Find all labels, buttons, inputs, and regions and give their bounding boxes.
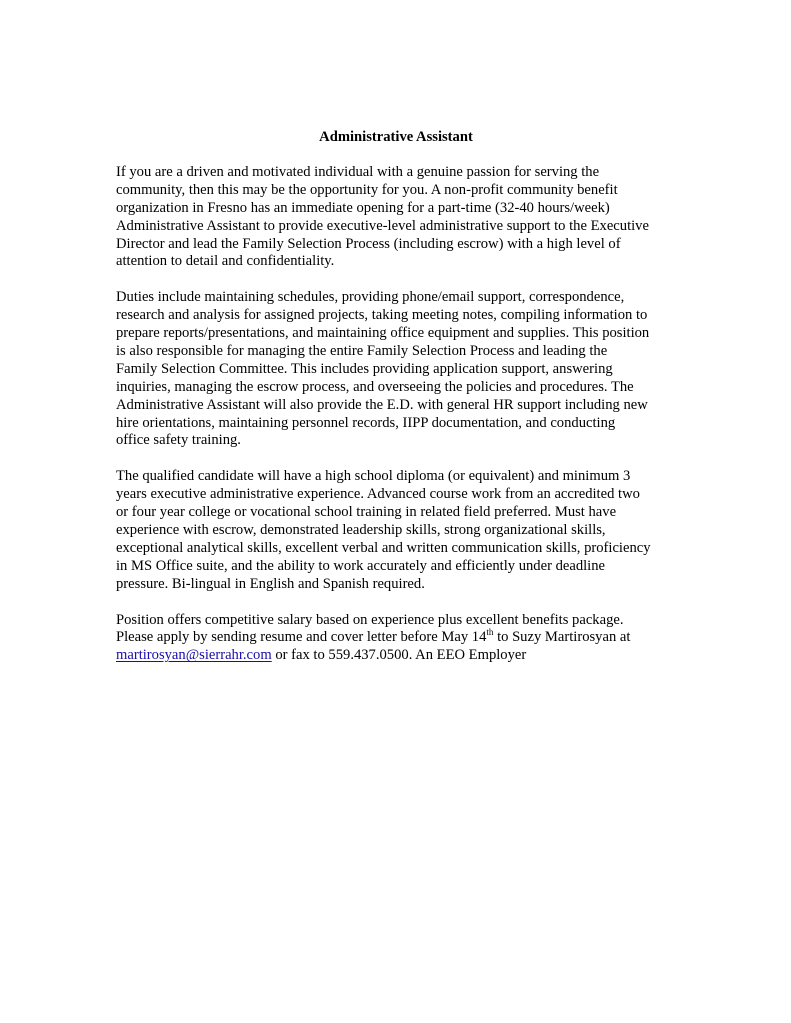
paragraph-line: inquiries, managing the escrow process, and overseeing the policies and procedures. The: [116, 378, 634, 395]
paragraph-line: If you are a driven and motivated individual with a genuine passion for serving the: [116, 163, 600, 180]
paragraph-line: exceptional analytical skills, excellent verbal and written communication skills, proficiency: [116, 539, 651, 556]
paragraph-intro: [116, 164, 676, 271]
paragraph-line: years executive administrative experience. Advanced course work from an accredited two: [116, 486, 640, 503]
paragraph-line: organization in Fresno has an immediate opening for a part-time (32-40 hours/week): [116, 199, 610, 216]
paragraph-line: experience with escrow, demonstrated leadership skills, strong organizational skills,: [116, 522, 606, 538]
paragraph-line: in MS Office suite, and the ability to work accurately and efficiently under deadline: [116, 557, 606, 574]
apply-text-before: Please apply by sending resume and cover letter before May 14: [116, 629, 487, 646]
contact-text-after: or fax to 559.437.0500. An EEO Employer: [271, 647, 527, 664]
paragraph-line: research and analysis for assigned projects, taking meeting notes, compiling information to: [116, 307, 648, 324]
paragraph-apply: [116, 612, 676, 666]
paragraph-line: prepare reports/presentations, and maintaining office equipment and supplies. This position: [116, 325, 650, 342]
paragraph-line: The qualified candidate will have a high school diploma (or equivalent) and minimum 3: [116, 468, 631, 485]
paragraph-line: Family Selection Committee. This includes providing application support, answering: [116, 360, 613, 377]
page-title: Administrative Assistant: [319, 129, 473, 145]
paragraph-line: is also responsible for managing the entire Family Selection Process and leading the: [116, 342, 608, 359]
paragraph-line: community, then this may be the opportunity for you. A non-profit community benefit: [116, 181, 618, 198]
paragraph-line: Administrative Assistant will also provide the E.D. with general HR support including new: [116, 396, 648, 413]
email-link[interactable]: martirosyan@sierrahr.com: [116, 647, 272, 664]
apply-text-after: to Suzy Martirosyan at: [493, 629, 631, 646]
paragraph-line: Position offers competitive salary based on experience plus excellent benefits package.: [116, 611, 624, 628]
paragraph-line: Director and lead the Family Selection Process (including escrow) with a high level of: [116, 235, 621, 252]
paragraph-line: hire orientations, maintaining personnel records, IIPP documentation, and conducting: [116, 414, 616, 431]
paragraph-line: Duties include maintaining schedules, providing phone/email support, correspondence,: [116, 289, 625, 306]
paragraph-qualifications: [116, 468, 676, 593]
paragraph-line: pressure. Bi-lingual in English and Spanish required.: [116, 575, 425, 592]
paragraph-duties: [116, 289, 676, 450]
paragraph-line-apply: [116, 629, 676, 647]
paragraph-line-contact: [116, 647, 676, 665]
paragraph-line: or four year college or vocational school training in related field preferred. Must have: [116, 504, 617, 521]
paragraph-line: Administrative Assistant to provide executive-level administrative support to the Executive: [116, 217, 649, 234]
date-ordinal-superscript: th: [486, 627, 494, 638]
paragraph-line: attention to detail and confidentiality.: [116, 253, 335, 270]
document-content: [116, 129, 676, 683]
paragraph-line: office safety training.: [116, 432, 241, 449]
